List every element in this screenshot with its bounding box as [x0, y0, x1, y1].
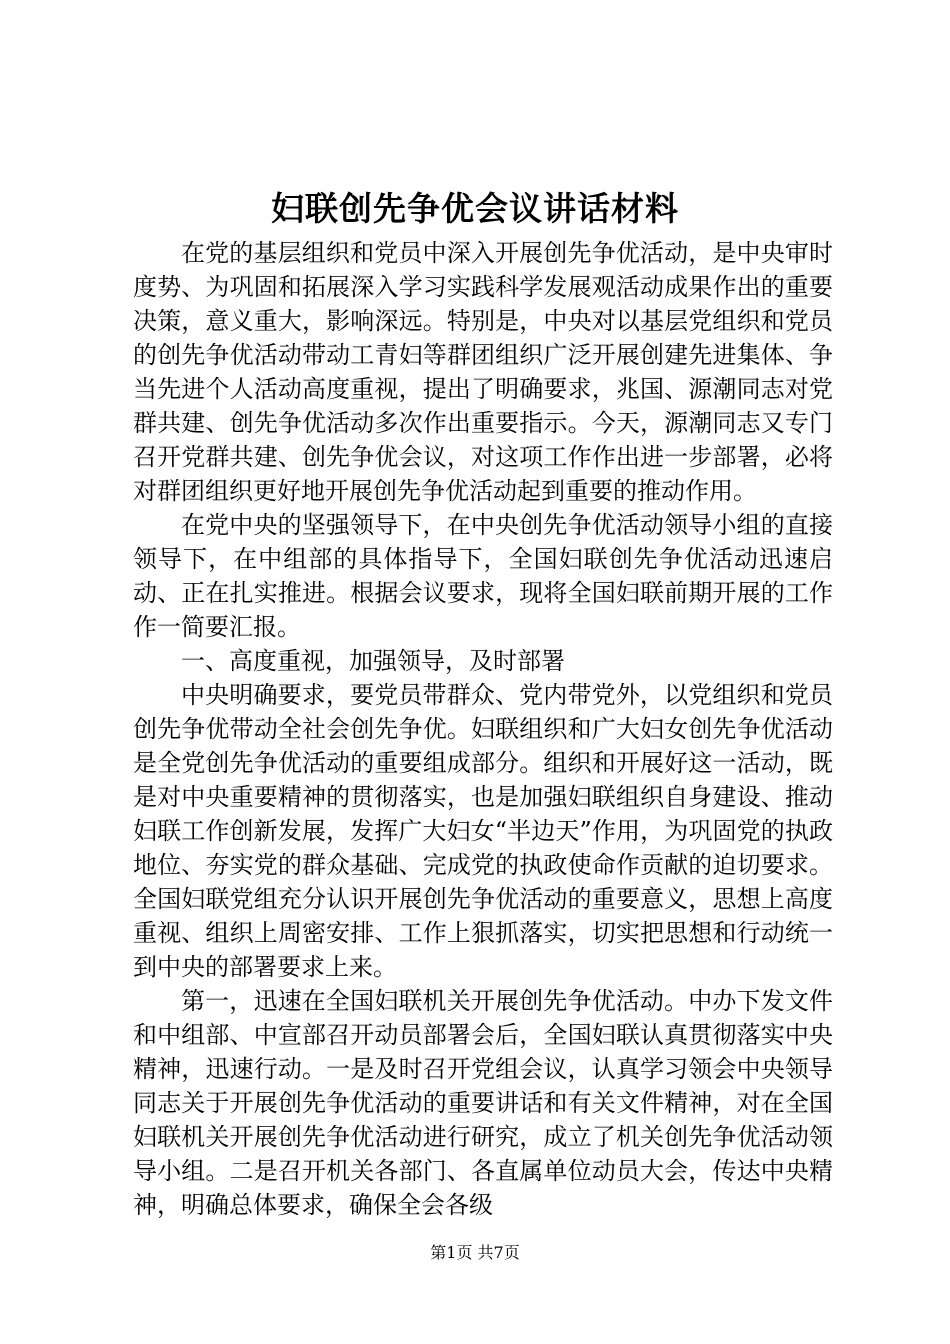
- paragraph: 第一，迅速在全国妇联机关开展创先争优活动。中办下发文件和中组部、中宣部召开动员部署会后，全国妇联认真贯彻落实中央精神，迅速行动。一是及时召开党组会议，认真学习领会中央领导同志关于开展创先争优活动的重要讲话和有关文件精神，对在全国妇联机关开展创先争优活动进行研究，成立了机关创先争优活动领导小组。二是召开机关各部门、各直属单位动员大会，传达中央精神，明确总体要求，确保全会各级: [133, 987, 833, 1219]
- document-title: 妇联创先争优会议讲话材料: [271, 189, 679, 228]
- page-number-footer: 第1页 共7页: [430, 1243, 520, 1262]
- document-body: [133, 236, 833, 1222]
- paragraph: 在党的基层组织和党员中深入开展创先争优活动，是中央审时度势、为巩固和拓展深入学习实践科学发展观活动成果作出的重要决策，意义重大，影响深远。特别是，中央对以基层党组织和党员的创先争优活动带动工青妇等群团组织广泛开展创建先进集体、争当先进个人活动高度重视，提出了明确要求，兆国、源潮同志对党群共建、创先争优活动多次作出重要指示。今天，源潮同志又专门召开党群共建、创先争优会议，对这项工作作出进一步部署，必将对群团组织更好地开展创先争优活动起到重要的推动作用。: [133, 239, 833, 505]
- section-heading: 一、高度重视，加强领导，及时部署: [181, 647, 565, 675]
- paragraph: 中央明确要求，要党员带群众、党内带党外，以党组织和党员创先争优带动全社会创先争优。妇联组织和广大妇女创先争优活动是全党创先争优活动的重要组成部分。组织和开展好这一活动，既是对中央重要精神的贯彻落实，也是加强妇联组织自身建设、推动妇联工作创新发展，发挥广大妇女“半边天”作用，为巩固党的执政地位、夯实党的群众基础、完成党的执政使命作贡献的迫切要求。全国妇联党组充分认识开展创先争优活动的重要意义，思想上高度重视、组织上周密安排、工作上狠抓落实，切实把思想和行动统一到中央的部署要求上来。: [133, 681, 833, 981]
- paragraph: 在党中央的坚强领导下，在中央创先争优活动领导小组的直接领导下，在中组部的具体指导下，全国妇联创先争优活动迅速启动、正在扎实推进。根据会议要求，现将全国妇联前期开展的工作作一简要汇报。: [133, 511, 833, 641]
